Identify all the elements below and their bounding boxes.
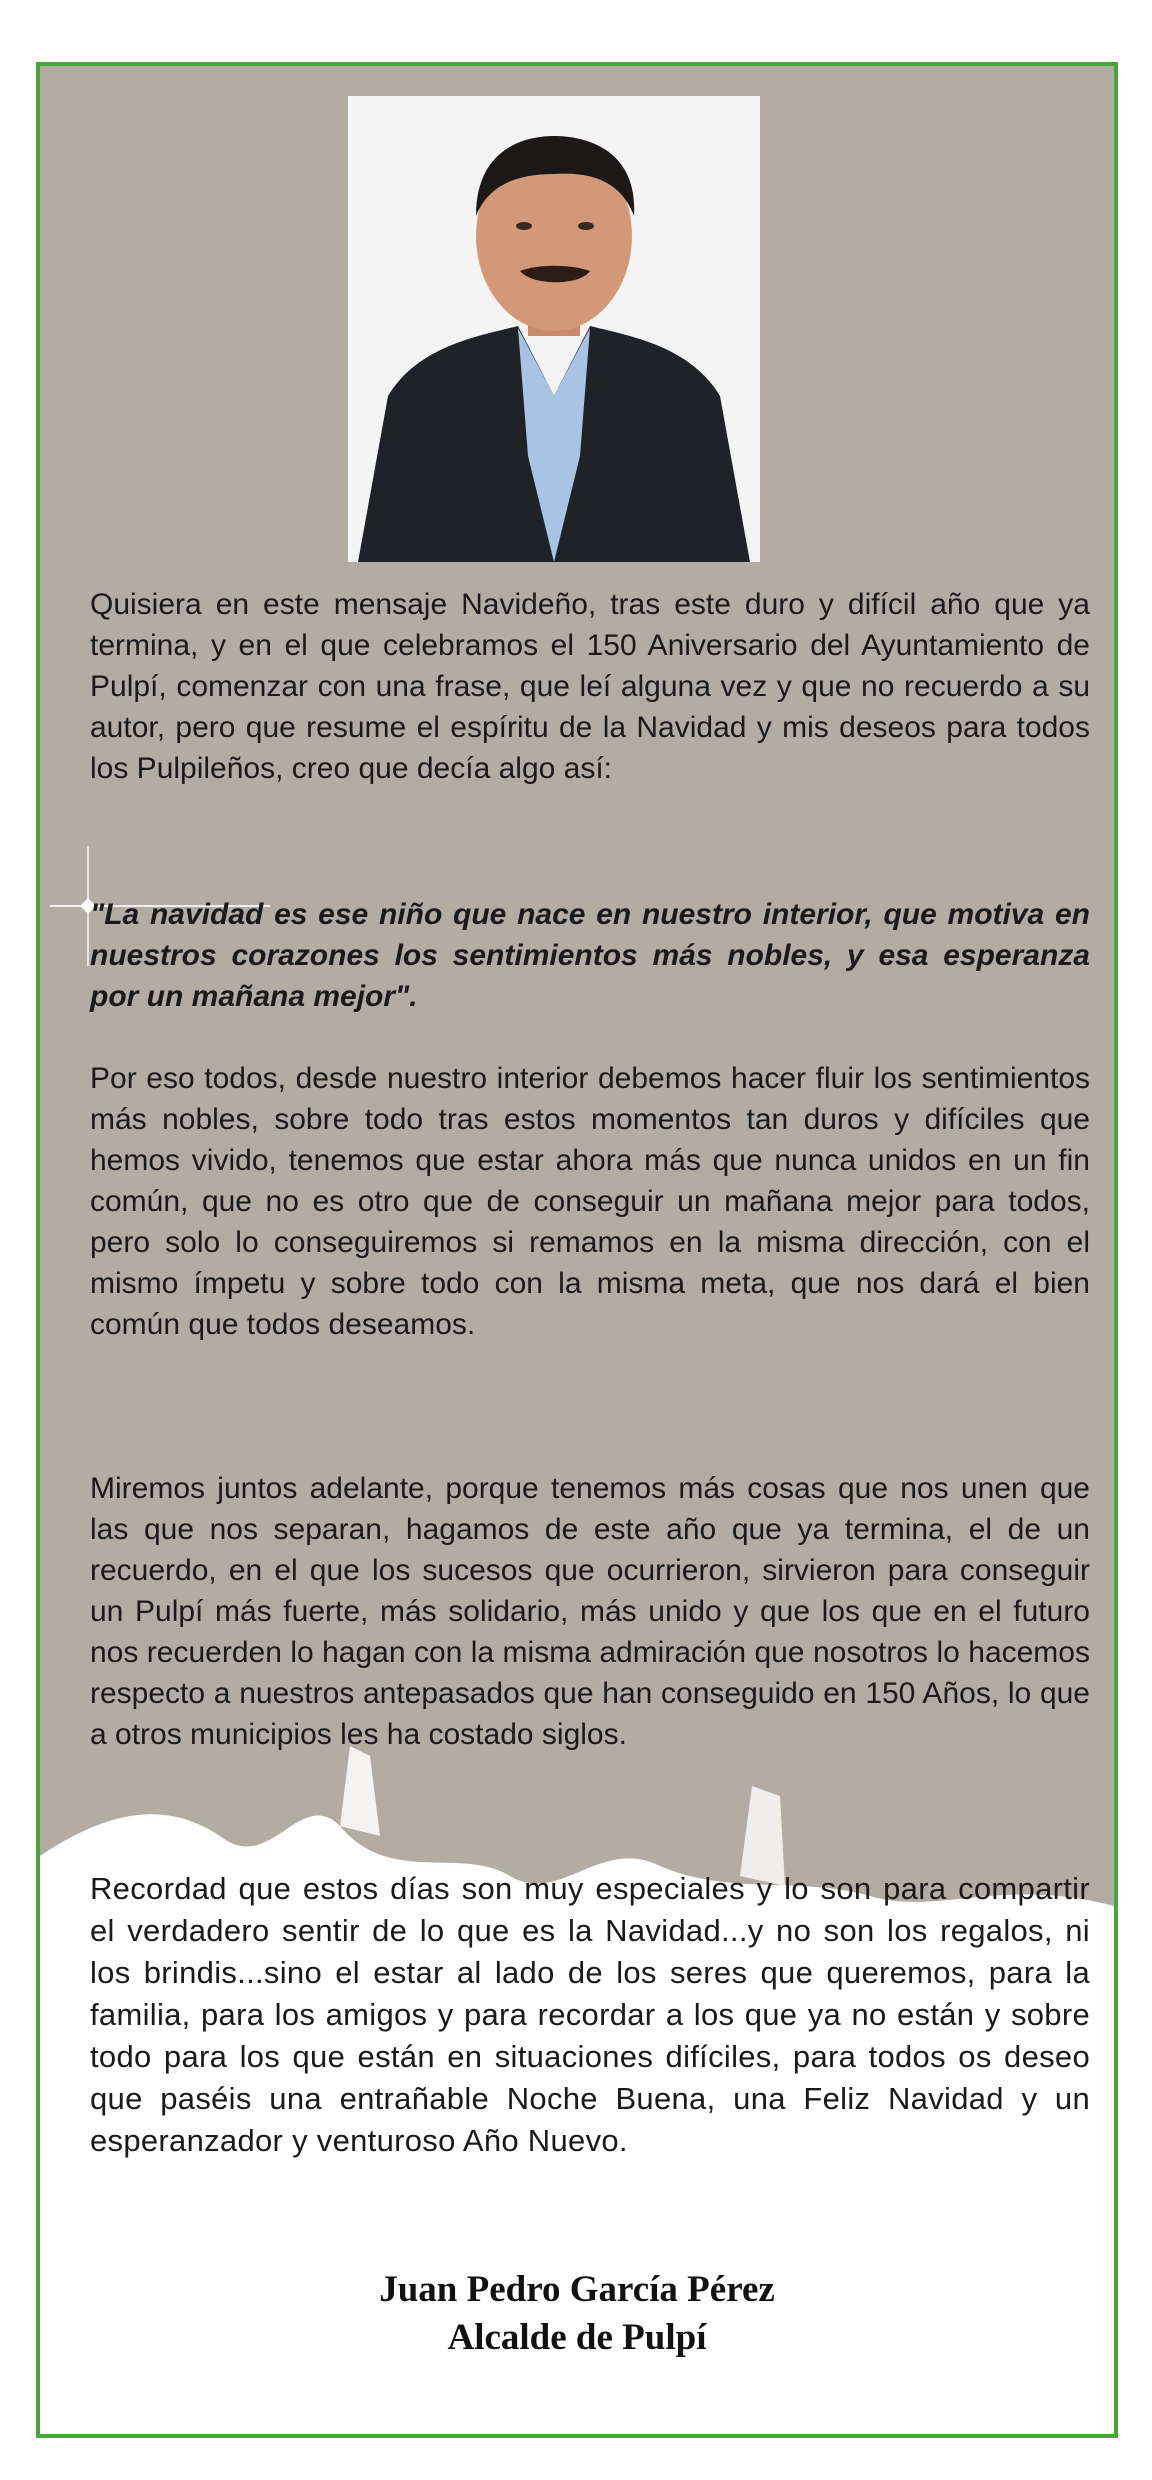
intro-paragraph: Quisiera en este mensaje Navideño, tras este duro y difícil año que ya termina, y en el que celebramos el 150 Aniversario del Ayuntamiento de Pulpí, comenzar con una frase, que leí alguna vez y que no recuerdo a su autor, pero que resume el espíritu de la Navidad y mis deseos para todos los Pulpileños, creo que decía algo así: — [90, 588, 1090, 785]
body-paragraph-4: Recordad que estos días son muy especiales y lo son para compartir el verdadero sentir de lo que es la Navidad...y no son los regalos, ni los brindis...sino el estar al lado de los seres que queremos, para la familia, para los amigos y para recordar a los que ya no están y sobre todo para los que están en situaciones difíciles, para todos os deseo que paséis una entrañable Noche Buena, una Feliz Navidad y un esperanzador y venturoso Año Nuevo. — [90, 1871, 1090, 2158]
christmas-quote: "La navidad es ese niño que nace en nuestro interior, que motiva en nuestros corazones los sentimientos más nobles, y esa esperanza por un mañana mejor". — [90, 898, 1090, 1013]
letter-frame — [36, 62, 1118, 2438]
body-paragraph-3: Miremos juntos adelante, porque tenemos más cosas que nos unen que las que nos separan, hagamos de este año que ya termina, el de un recuerdo, en el que los sucesos que ocurrieron, sirvieron para conseguir un Pulpí más fuerte, más solidario, más unido y que los que en el futuro nos recuerden lo hagan con la misma admiración que nosotros lo hacemos respecto a nuestros antepasados que han conseguido en 150 Años, lo que a otros municipios les ha costado siglos. — [90, 1472, 1090, 1751]
signature-name: Juan Pedro García Pérez — [379, 2269, 775, 2310]
signature-title: Alcalde de Pulpí — [447, 2317, 707, 2358]
mayor-portrait — [348, 96, 760, 562]
body-paragraph-2: Por eso todos, desde nuestro interior debemos hacer fluir los sentimientos más nobles, sobre todo tras estos momentos tan duros y difíciles que hemos vivido, tenemos que estar ahora más que nunca unidos en un fin común, que no es otro que de conseguir un mañana mejor para todos, pero solo lo conseguiremos si remamos en la misma dirección, con el mismo ímpetu y sobre todo con la misma meta, que nos dará el bien común que todos deseamos. — [90, 1062, 1090, 1341]
mayor-portrait-icon — [348, 96, 760, 562]
signature-block — [40, 2266, 1114, 2362]
